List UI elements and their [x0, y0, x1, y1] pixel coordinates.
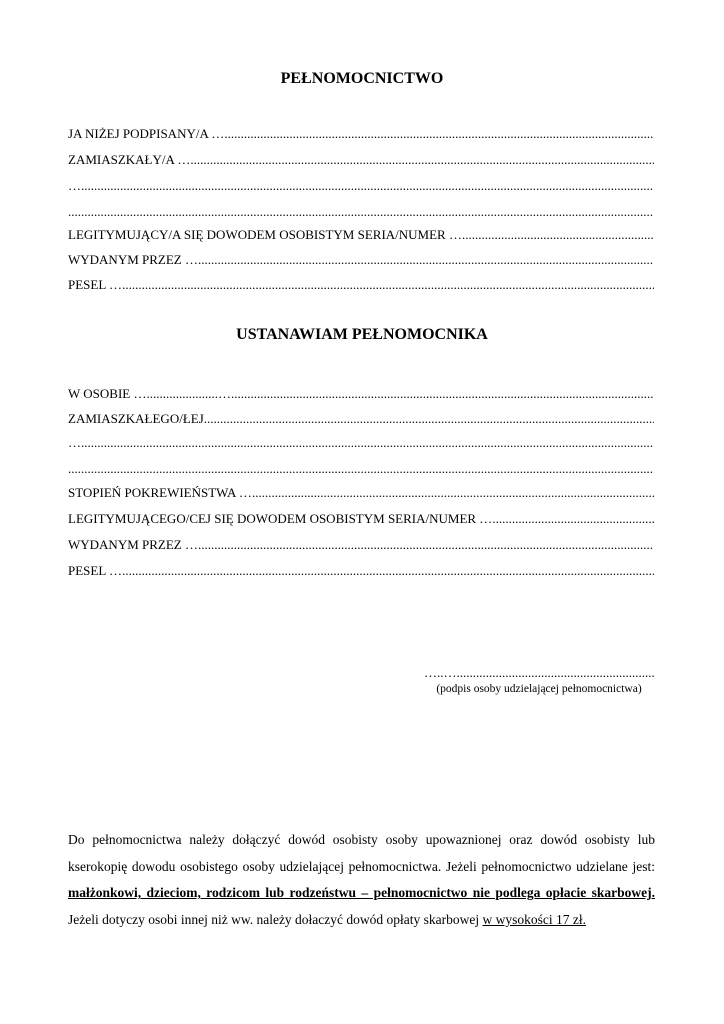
- attorney-pesel-line: PESEL … .....: [68, 562, 654, 580]
- attorney-id-line: LEGITYMUJĄCEGO/CEJ SIĘ DOWODEM OSOBISTYM SERIA/NUMER … .....: [68, 510, 654, 528]
- signature-line: …..… .....: [424, 664, 654, 682]
- grantor-pesel-line: PESEL … .....: [68, 276, 654, 294]
- attorney-address-line-3: [68, 460, 654, 478]
- note-text-2: Jeżeli dotyczy osobi innej niż ww. należy dołaczyć dowód opłaty skarbowej: [68, 911, 483, 927]
- grantor-id-line: LEGITYMUJĄCY/A SIĘ DOWODEM OSOBISTYM SERIA/NUMER … .....: [68, 226, 654, 244]
- grantor-address-line-3: [68, 203, 654, 221]
- document-title: PEŁNOMOCNICTWO: [280, 70, 444, 87]
- relationship-line: STOPIEŃ POKREWIEŃSTWA … .....: [68, 484, 654, 502]
- note-bold-text: małżonkowi, dzieciom, rodzicom lub rodzeństwu – pełnomocnictwo nie podlega opłacie skarbowej.: [68, 885, 655, 901]
- signature-caption: (podpis osoby udzielającej pełnomocnictwa): [436, 683, 642, 695]
- attorney-name-line: W OSOBIE …......................… .....: [68, 385, 654, 403]
- grantor-address-line-2: … .....: [68, 177, 654, 195]
- instructions-paragraph: [68, 827, 655, 933]
- section-title: USTANAWIAM PEŁNOMOCNIKA: [236, 326, 488, 343]
- note-fee-text: w wysokości 17 zł.: [482, 911, 586, 927]
- grantor-issued-by-line: WYDANYM PRZEZ … .....: [68, 251, 654, 269]
- grantor-address-line: ZAMIASZKAŁY/A … .....: [68, 151, 654, 169]
- attorney-address-line: ZAMIASZKAŁEGO/ŁEJ .....: [68, 410, 654, 428]
- attorney-issued-by-line: WYDANYM PRZEZ … .....: [68, 536, 654, 554]
- grantor-name-line: JA NIŻEJ PODPISANY/A … .....: [68, 125, 654, 143]
- note-text: Do pełnomocnictwa należy dołączyć dowód osobisty osoby upowaznionej oraz dowód osobisty lub kserokopię dowodu osobistego osoby udzielającej pełnomocnictwa. Jeżeli pełnomocnictwo udzielane jest:: [68, 832, 655, 874]
- attorney-address-line-2: … .....: [68, 434, 654, 452]
